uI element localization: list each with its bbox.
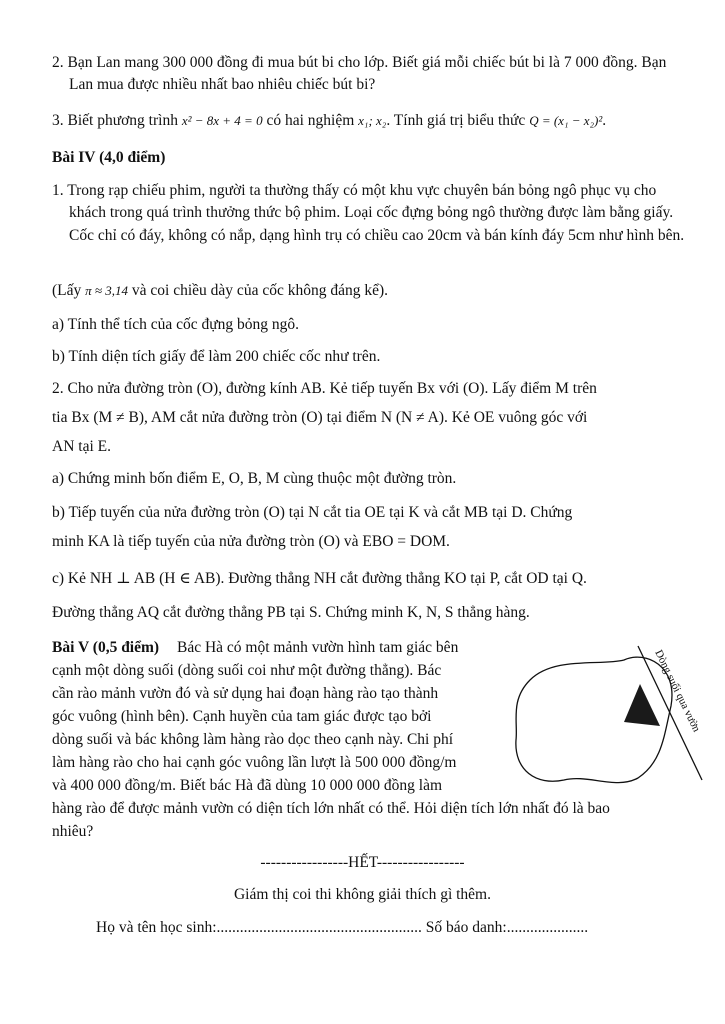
problem-4-1-text: 1. Trong rạp chiếu phim, người ta thường thấy có một khu vực chuyên bán bỏng ngô phục vụ cho khách trong quá trình thưởng thức bộ phim. Loại cốc đựng bỏng ngô thường được làm bằng giấy. Cốc chỉ có đáy, không có nắp, dạng hình trụ có chiều cao 20cm và bán kính đáy 5cm như hình bên. (52, 182, 685, 244)
problem-3-2 (52, 52, 689, 97)
triangle-plot (624, 684, 660, 726)
problem-3-3-text-a: 3. Biết phương trình (52, 112, 178, 129)
problem-5-line6: làm hàng rào cho hai cạnh góc vuông lần lượt là 500 000 đồng/m (52, 754, 457, 771)
student-name-label: Họ và tên học sinh:..................................................... (96, 919, 422, 936)
problem-4-2c-line2: Đường thẳng AQ cắt đường thẳng PB tại S. Chứng minh K, N, S thẳng hàng. (52, 604, 530, 621)
problem-5-line2: cạnh một dòng suối (dòng suối coi như một đường thẳng). Bác (52, 662, 442, 679)
problem-4-1a: a) Tính thể tích của cốc đựng bỏng ngô. (52, 316, 300, 333)
problem-5-line7: và 400 000 đồng/m. Biết bác Hà đã dùng 10 000 000 đồng làm (52, 777, 443, 794)
expression-q: Q = (x₁ − x₂)² (529, 113, 603, 128)
problem-4-1b: b) Tính diện tích giấy để làm 200 chiếc cốc như trên. (52, 348, 381, 365)
problem-4-2b-line1: b) Tiếp tuyến của nửa đường tròn (O) tại N cắt tia OE tại K và cắt MB tại D. Chứng (52, 504, 573, 521)
student-info (96, 917, 656, 939)
problem-4-1-note (52, 280, 672, 302)
note-text-a: (Lấy (52, 282, 82, 299)
problem-5-line3: cần rào mảnh vườn đó và sử dụng hai đoạn hàng rào tạo thành (52, 685, 439, 702)
student-id-label: Số báo danh:..................... (425, 919, 589, 936)
proctor-note: Giám thị coi thi không giải thích gì thêm. (233, 886, 491, 903)
problem-3-3-text-c: . Tính giá trị biểu thức (386, 112, 526, 129)
problem-4-2b-line2: minh KA là tiếp tuyến của nửa đường tròn (O) và EBO = DOM. (52, 533, 450, 550)
problem-3-3-text-b: có hai nghiệm (266, 112, 355, 129)
end-marker: -----------------HẾT----------------- (260, 854, 465, 871)
stream-label: Dòng suối qua vườn (652, 648, 703, 734)
problem-4-1 (52, 180, 689, 247)
pi-approx: π ≈ 3,14 (85, 283, 129, 298)
equation: x² − 8x + 4 = 0 (181, 113, 263, 128)
problem-4-2-line3: AN tại E. (52, 438, 111, 455)
problem-5-line4: góc vuông (hình bên). Cạnh huyền của tam giác được tạo bởi (52, 708, 432, 725)
problem-4-2-line1: 2. Cho nửa đường tròn (O), đường kính AB. Kẻ tiếp tuyến Bx với (O). Lấy điểm M trên (52, 380, 597, 397)
problem-3-3-text-d: . (602, 112, 607, 129)
note-text-b: và coi chiều dày của cốc không đáng kể). (131, 282, 388, 299)
problem-4-2a: a) Chứng minh bốn điểm E, O, B, M cùng thuộc một đường tròn. (52, 470, 457, 487)
problem-5-line5: dòng suối và bác không làm hàng rào dọc theo cạnh này. Chi phí (52, 731, 454, 748)
section-4-title: Bài IV (4,0 điểm) (52, 149, 166, 166)
roots: x₁; x₂ (358, 113, 387, 128)
problem-3-3 (52, 110, 672, 132)
problem-3-2-text: 2. Bạn Lan mang 300 000 đồng đi mua bút bi cho lớp. Biết giá mỗi chiếc bút bi là 7 000 đồng. Bạn Lan mua được nhiều nhất bao nhiêu chiếc bút bi? (52, 54, 667, 94)
problem-4-2-line2: tia Bx (M ≠ B), AM cắt nửa đường tròn (O) tại điểm N (N ≠ A). Kẻ OE vuông góc với (52, 409, 588, 426)
problem-4-2c-line1: c) Kẻ NH ⊥ AB (H ∈ AB). Đường thẳng NH cắt đường thẳng KO tại P, cắt OD tại Q. (52, 570, 587, 587)
problem-5-line8: hàng rào để được mảnh vườn có diện tích lớn nhất có thể. Hỏi diện tích lớn nhất đó là bao (52, 800, 610, 817)
garden-stream-figure (506, 638, 706, 793)
problem-5-line1: Bác Hà có một mảnh vườn hình tam giác bên (177, 639, 459, 656)
problem-5-line9: nhiêu? (52, 823, 94, 840)
section-5-title: Bài V (0,5 điểm) (52, 639, 160, 656)
